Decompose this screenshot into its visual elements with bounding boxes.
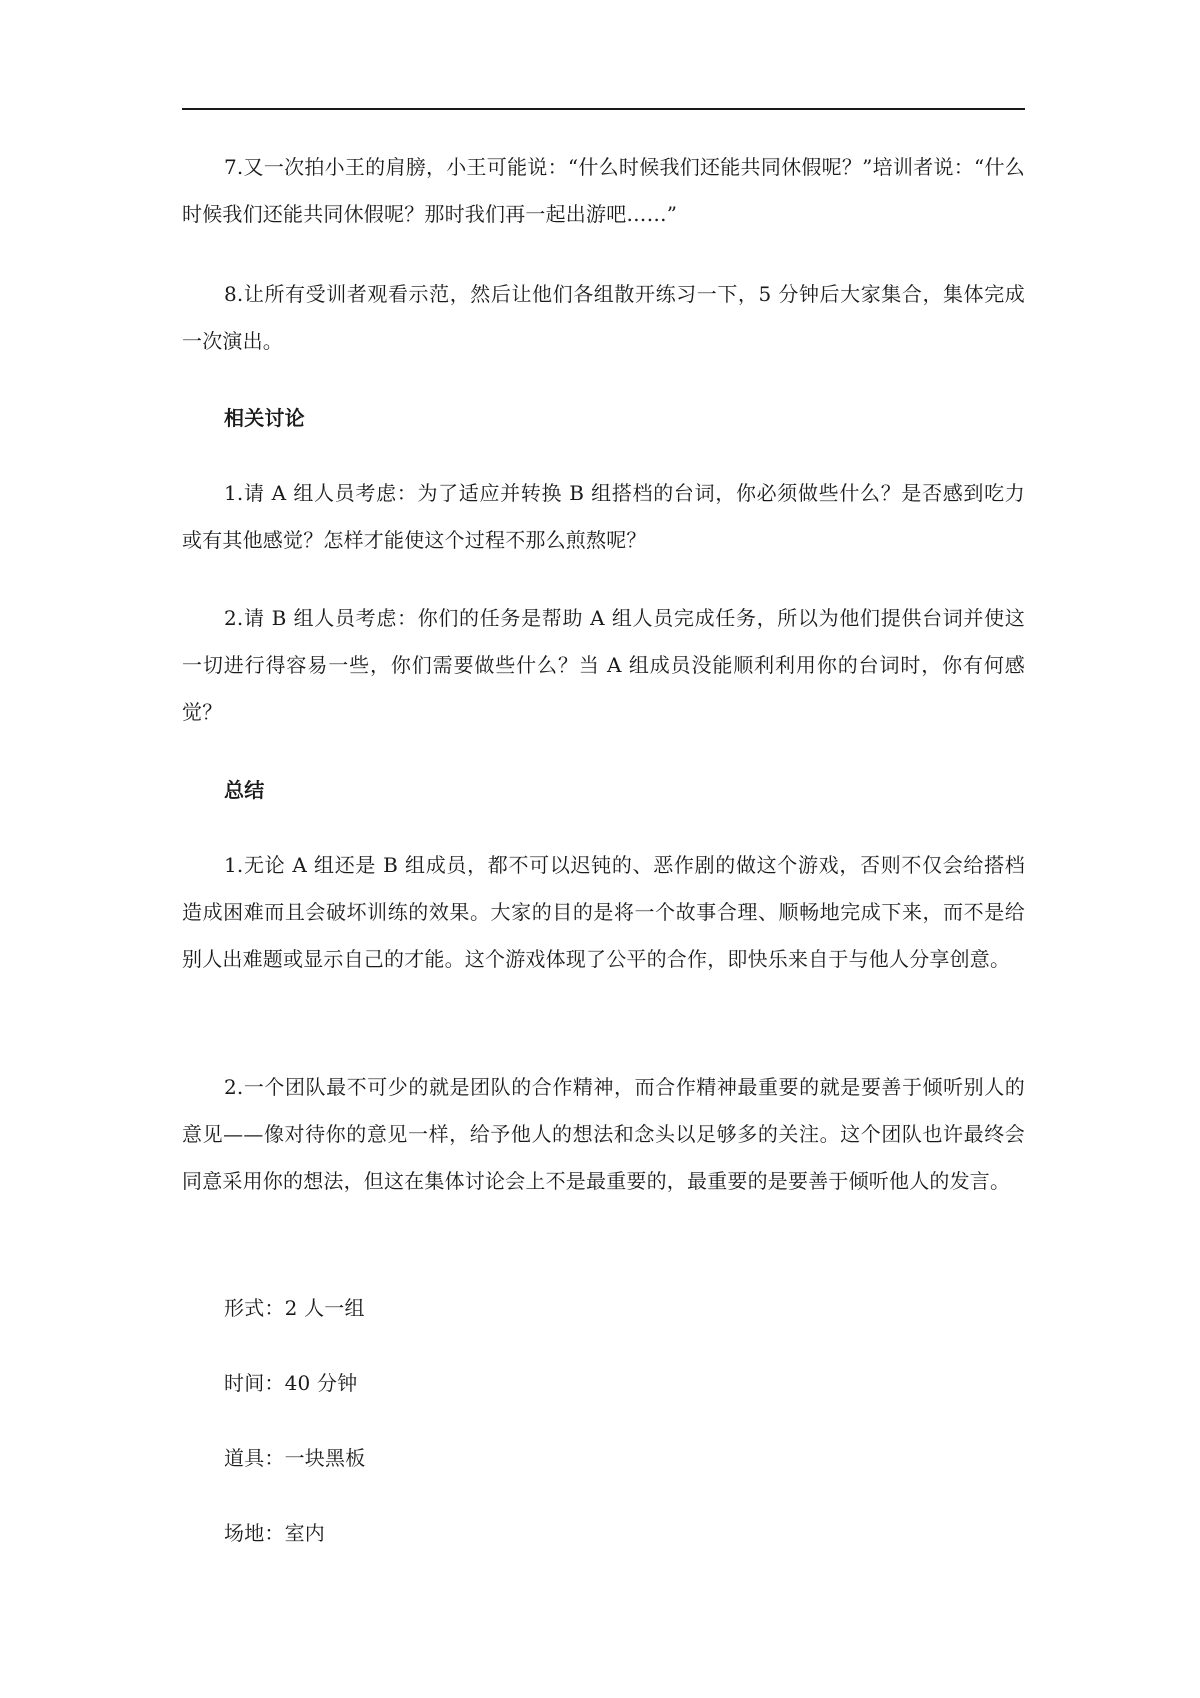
detail-props: 道具：一块黑板 bbox=[224, 1446, 366, 1470]
paragraph-step-7: 7.又一次拍小王的肩膀，小王可能说：“什么时候我们还能共同休假呢？”培训者说：“什么时候我们还能共同休假呢？那时我们再一起出游吧……” bbox=[182, 155, 1025, 226]
detail-form: 形式：2 人一组 bbox=[224, 1296, 365, 1320]
discussion-question-2: 2.请 B 组人员考虑：你们的任务是帮助 A 组人员完成任务，所以为他们提供台词并使这一切进行得容易一些，你们需要做些什么？当 A 组成员没能顺利利用你的台词时，你有何感觉？ bbox=[182, 606, 1025, 724]
paragraph-step-8: 8.让所有受训者观看示范，然后让他们各组散开练习一下，5 分钟后大家集合，集体完成一次演出。 bbox=[182, 282, 1025, 353]
discussion-heading: 相关讨论 bbox=[224, 406, 305, 430]
discussion-question-1: 1.请 A 组人员考虑：为了适应并转换 B 组搭档的台词，你必须做些什么？是否感到吃力或有其他感觉？怎样才能使这个过程不那么煎熬呢？ bbox=[182, 481, 1025, 552]
header-rule bbox=[182, 108, 1025, 110]
summary-heading: 总结 bbox=[224, 778, 265, 802]
summary-point-1: 1.无论 A 组还是 B 组成员，都不可以迟钝的、恶作剧的做这个游戏，否则不仅会给搭档造成困难而且会破坏训练的效果。大家的目的是将一个故事合理、顺畅地完成下来，而不是给别人出难题或显示自己的才能。这个游戏体现了公平的合作，即快乐来自于与他人分享创意。 bbox=[182, 853, 1025, 971]
detail-time: 时间：40 分钟 bbox=[224, 1371, 358, 1395]
summary-point-2: 2.一个团队最不可少的就是团队的合作精神，而合作精神最重要的就是要善于倾听别人的意见——像对待你的意见一样，给予他人的想法和念头以足够多的关注。这个团队也许最终会同意采用你的想法，但这在集体讨论会上不是最重要的，最重要的是要善于倾听他人的发言。 bbox=[182, 1075, 1025, 1193]
detail-venue: 场地：室内 bbox=[224, 1521, 325, 1545]
